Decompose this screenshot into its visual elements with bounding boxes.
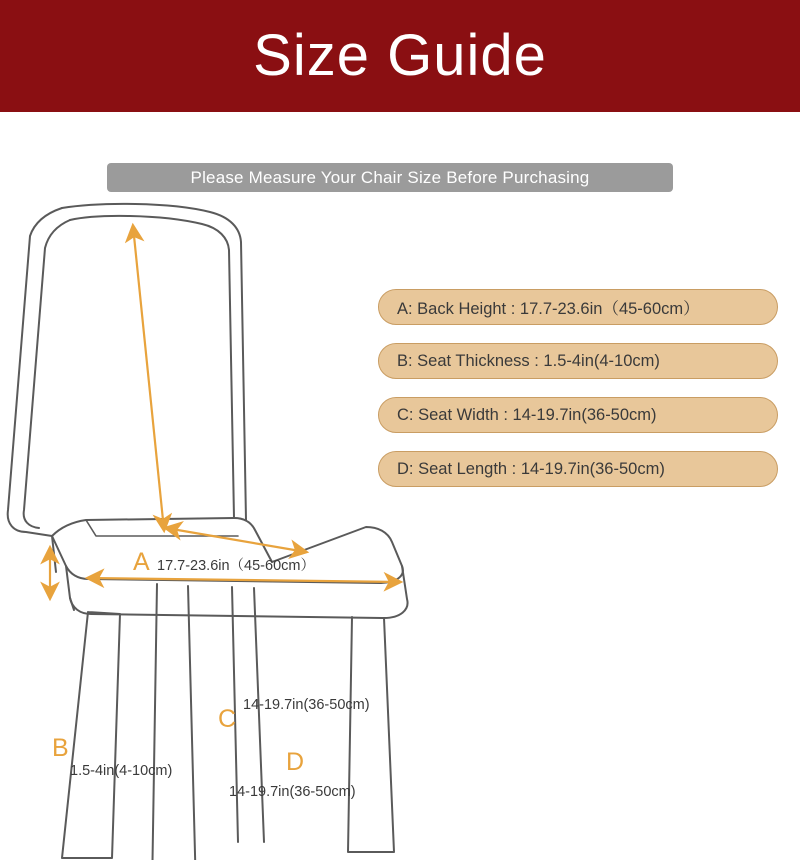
label-letter-c: C	[218, 705, 237, 733]
legend-item-label: C: Seat Width : 14-19.7in(36-50cm)	[397, 405, 657, 424]
label-value-d: 14-19.7in(36-50cm)	[229, 784, 356, 800]
legend-item-label: A: Back Height : 17.7-23.6in（45-60cm）	[397, 300, 700, 318]
measurement-arrows	[50, 226, 400, 598]
arrow-seat-width	[166, 528, 306, 552]
label-value-c: 14-19.7in(36-50cm)	[243, 697, 370, 713]
page-title: Size Guide	[253, 23, 547, 88]
arrow-back-height	[133, 226, 164, 530]
header-banner	[0, 0, 800, 112]
label-letter-a: A	[133, 548, 150, 576]
legend-item-label: D: Seat Length : 14-19.7in(36-50cm)	[397, 459, 665, 478]
legend-item-label: B: Seat Thickness : 1.5-4in(4-10cm)	[397, 351, 660, 370]
chair-illustration	[0, 180, 800, 860]
label-letter-d: D	[286, 748, 305, 776]
chair-diagram	[0, 180, 800, 860]
subtitle-text: Please Measure Your Chair Size Before Purchasing	[190, 167, 590, 187]
label-value-b: 1.5-4in(4-10cm)	[70, 763, 173, 779]
label-value-a: 17.7-23.6in（45-60cm）	[157, 558, 315, 574]
label-letter-b: B	[52, 734, 69, 762]
